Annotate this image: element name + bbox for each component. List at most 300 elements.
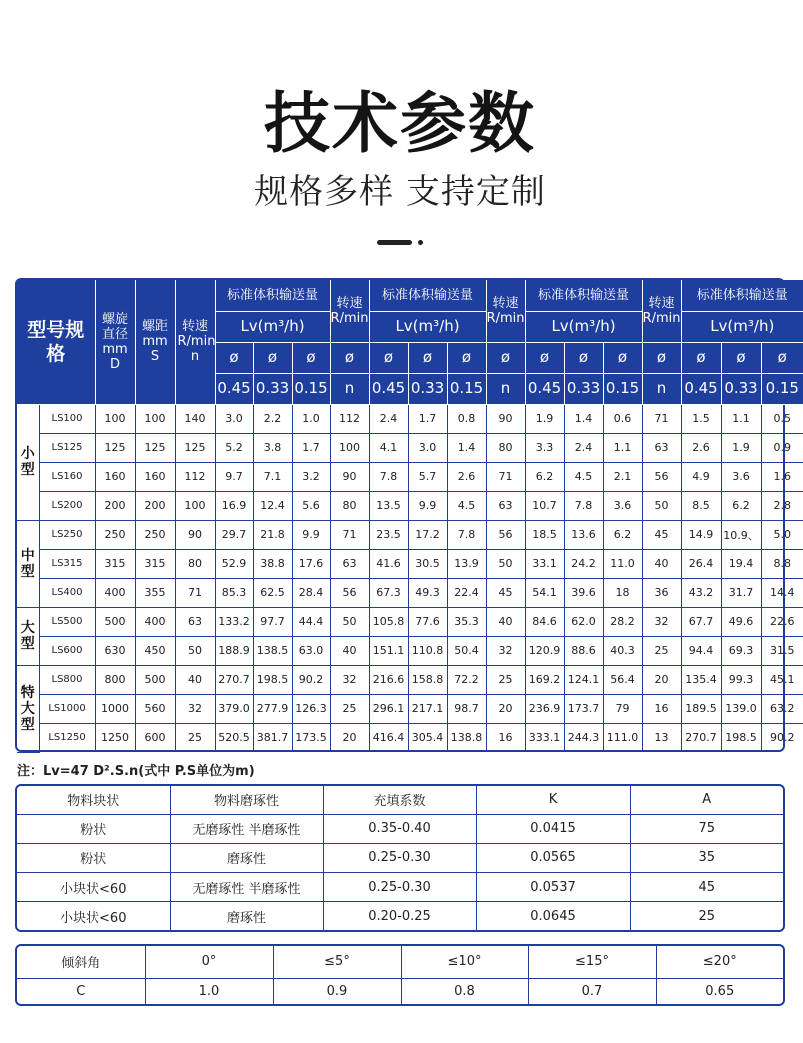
phi-header-cell: ø: [486, 342, 525, 373]
value-cell: 600: [135, 723, 175, 752]
value-cell: 1.5: [681, 404, 721, 433]
value-cell: 236.9: [525, 694, 564, 723]
value-cell: 84.6: [525, 607, 564, 636]
page-title: 技术参数: [264, 85, 536, 162]
value-cell: 500: [95, 607, 135, 636]
value-cell: 189.5: [681, 694, 721, 723]
inclination-cell: 0°: [145, 946, 273, 978]
table-row: [17, 491, 803, 520]
value-cell: 85.3: [215, 578, 253, 607]
value-cell: 50: [642, 491, 681, 520]
size-group-char: 型: [20, 716, 35, 733]
value-cell: 270.7: [681, 723, 721, 752]
size-group-char: 型: [20, 636, 35, 652]
size-group-label: [17, 520, 39, 607]
value-cell: 800: [95, 665, 135, 694]
material-cell: 磨琢性: [170, 843, 323, 872]
value-cell: 173.5: [292, 723, 330, 752]
value-cell: 10.7: [525, 491, 564, 520]
size-group-char: 大: [20, 620, 35, 636]
phi-header-cell: ø: [642, 342, 681, 373]
value-cell: 305.4: [408, 723, 447, 752]
value-cell: 22.6: [761, 607, 803, 636]
value-cell: 124.1: [564, 665, 603, 694]
model-cell: LS800: [39, 665, 95, 694]
value-cell: 32: [486, 636, 525, 665]
table-row: [17, 520, 803, 549]
value-cell: 43.2: [681, 578, 721, 607]
value-cell: 7.1: [253, 462, 292, 491]
value-cell: 1.9: [525, 404, 564, 433]
value-cell: 41.6: [369, 549, 408, 578]
value-cell: 160: [135, 462, 175, 491]
value-cell: 50.4: [447, 636, 486, 665]
value-cell: 67.7: [681, 607, 721, 636]
value-cell: 2.6: [681, 433, 721, 462]
lv-unit-header: Lv(m³/h): [525, 311, 642, 342]
phi-header-cell: ø: [215, 342, 253, 373]
material-cell: 0.0415: [476, 814, 630, 843]
value-cell: 3.6: [721, 462, 761, 491]
formula-note: 注：Lv=47 D².S.n(式中 P.S单位为m): [17, 764, 255, 779]
model-cell: LS200: [39, 491, 95, 520]
value-cell: 80: [175, 549, 215, 578]
value-cell: 17.2: [408, 520, 447, 549]
value-cell: 19.4: [721, 549, 761, 578]
value-cell: 20: [330, 723, 369, 752]
value-cell: 158.8: [408, 665, 447, 694]
value-cell: 32: [175, 694, 215, 723]
fill-coefficient-header: 0.15: [761, 373, 803, 404]
fill-coefficient-header: 0.33: [253, 373, 292, 404]
value-cell: 40: [175, 665, 215, 694]
value-cell: 63: [175, 607, 215, 636]
value-cell: 2.4: [369, 404, 408, 433]
model-spec-header: 型号规格: [17, 280, 95, 404]
value-cell: 400: [95, 578, 135, 607]
n-header-cell: n: [642, 373, 681, 404]
value-cell: 13.9: [447, 549, 486, 578]
lv-unit-header: Lv(m³/h): [215, 311, 330, 342]
value-cell: 32: [642, 607, 681, 636]
value-cell: 40: [642, 549, 681, 578]
volume-header-4: 标准体积输送量: [681, 280, 803, 311]
value-cell: 4.5: [447, 491, 486, 520]
value-cell: 63: [330, 549, 369, 578]
parameter-table-header: [17, 280, 803, 404]
model-cell: LS125: [39, 433, 95, 462]
value-cell: 416.4: [369, 723, 408, 752]
inclination-cell: 0.7: [528, 978, 656, 1004]
fill-coefficient-header: 0.15: [292, 373, 330, 404]
material-table-body: [17, 786, 783, 930]
value-cell: 1.1: [721, 404, 761, 433]
value-cell: 9.9: [292, 520, 330, 549]
fill-coefficient-header: 0.33: [564, 373, 603, 404]
value-cell: 45: [486, 578, 525, 607]
value-cell: 90: [330, 462, 369, 491]
value-cell: 80: [486, 433, 525, 462]
value-cell: 44.4: [292, 607, 330, 636]
value-cell: 40: [486, 607, 525, 636]
value-cell: 355: [135, 578, 175, 607]
material-cell: 磨琢性: [170, 902, 323, 930]
value-cell: 77.6: [408, 607, 447, 636]
value-cell: 10.9、: [721, 520, 761, 549]
divider-bar: [377, 240, 412, 245]
size-group-label: [17, 607, 39, 665]
value-cell: 125: [135, 433, 175, 462]
value-cell: 4.1: [369, 433, 408, 462]
size-group-char: 大: [20, 700, 35, 717]
value-cell: 139.0: [721, 694, 761, 723]
value-cell: 4.9: [681, 462, 721, 491]
value-cell: 7.8: [447, 520, 486, 549]
parameter-table-body: [17, 404, 803, 752]
material-table: [17, 786, 783, 930]
value-cell: 13.6: [564, 520, 603, 549]
value-cell: 5.7: [408, 462, 447, 491]
pitch-header: 螺距mm S: [135, 280, 175, 404]
material-cell: 无磨琢性 半磨琢性: [170, 873, 323, 902]
value-cell: 2.1: [603, 462, 642, 491]
value-cell: 39.6: [564, 578, 603, 607]
value-cell: 23.5: [369, 520, 408, 549]
model-cell: LS315: [39, 549, 95, 578]
size-group-label: [17, 665, 39, 752]
value-cell: 71: [642, 404, 681, 433]
table-row: [17, 814, 783, 843]
value-cell: 45: [642, 520, 681, 549]
value-cell: 100: [330, 433, 369, 462]
value-cell: 35.3: [447, 607, 486, 636]
value-cell: 216.6: [369, 665, 408, 694]
value-cell: 79: [603, 694, 642, 723]
value-cell: 244.3: [564, 723, 603, 752]
inclination-cell: ≤10°: [401, 946, 528, 978]
phi-header-cell: ø: [330, 342, 369, 373]
value-cell: 52.9: [215, 549, 253, 578]
parameter-table-container: [15, 278, 799, 752]
speed-label: 转速: [336, 295, 363, 311]
value-cell: 198.5: [253, 665, 292, 694]
material-cell: 35: [630, 843, 783, 872]
material-header-cell: A: [630, 786, 783, 814]
n-header-cell: n: [330, 373, 369, 404]
fill-coefficient-header: 0.33: [408, 373, 447, 404]
value-cell: 6.2: [721, 491, 761, 520]
value-cell: 67.3: [369, 578, 408, 607]
material-cell: 0.35-0.40: [323, 814, 476, 843]
value-cell: 0.6: [603, 404, 642, 433]
table-row: [17, 694, 803, 723]
value-cell: 2.8: [761, 491, 803, 520]
value-cell: 9.7: [215, 462, 253, 491]
model-cell: LS600: [39, 636, 95, 665]
inclination-table-body: [17, 946, 783, 1004]
value-cell: 140: [175, 404, 215, 433]
value-cell: 173.7: [564, 694, 603, 723]
value-cell: 0.5: [761, 404, 803, 433]
value-cell: 22.4: [447, 578, 486, 607]
value-cell: 2.2: [253, 404, 292, 433]
page-subtitle: 规格多样 支持定制: [254, 172, 546, 212]
value-cell: 97.7: [253, 607, 292, 636]
phi-header-cell: ø: [681, 342, 721, 373]
value-cell: 63: [486, 491, 525, 520]
value-cell: 270.7: [215, 665, 253, 694]
value-cell: 3.3: [525, 433, 564, 462]
value-cell: 100: [135, 404, 175, 433]
material-header-cell: 物料磨琢性: [170, 786, 323, 814]
value-cell: 50: [330, 607, 369, 636]
value-cell: 1.4: [447, 433, 486, 462]
value-cell: 7.8: [564, 491, 603, 520]
speed-label: 转速: [648, 295, 675, 311]
fill-coefficient-header: 0.45: [525, 373, 564, 404]
value-cell: 5.2: [215, 433, 253, 462]
parameter-table: [17, 280, 803, 753]
table-row: [17, 636, 803, 665]
phi-header-cell: ø: [564, 342, 603, 373]
value-cell: 11.0: [603, 549, 642, 578]
value-cell: 18: [603, 578, 642, 607]
inclination-cell: C: [17, 978, 145, 1004]
value-cell: 1250: [95, 723, 135, 752]
value-cell: 126.3: [292, 694, 330, 723]
material-cell: 0.0565: [476, 843, 630, 872]
value-cell: 80: [330, 491, 369, 520]
material-cell: 25: [630, 902, 783, 930]
material-cell: 0.0537: [476, 873, 630, 902]
value-cell: 560: [135, 694, 175, 723]
value-cell: 56: [642, 462, 681, 491]
table-row: [17, 723, 803, 752]
value-cell: 105.8: [369, 607, 408, 636]
inclination-cell: 1.0: [145, 978, 273, 1004]
value-cell: 16: [642, 694, 681, 723]
phi-header-cell: ø: [253, 342, 292, 373]
table-row: [17, 902, 783, 930]
phi-header-cell: ø: [292, 342, 330, 373]
value-cell: 20: [642, 665, 681, 694]
speed-header-4: [642, 280, 681, 342]
value-cell: 24.2: [564, 549, 603, 578]
value-cell: 8.5: [681, 491, 721, 520]
value-cell: 112: [330, 404, 369, 433]
inclination-cell: 0.65: [656, 978, 783, 1004]
value-cell: 379.0: [215, 694, 253, 723]
material-cell: 45: [630, 873, 783, 902]
table-row: [17, 607, 803, 636]
value-cell: 49.3: [408, 578, 447, 607]
inclination-cell: ≤5°: [273, 946, 401, 978]
table-row: [17, 433, 803, 462]
value-cell: 125: [175, 433, 215, 462]
fill-coefficient-header: 0.15: [447, 373, 486, 404]
value-cell: 50: [486, 549, 525, 578]
value-cell: 296.1: [369, 694, 408, 723]
rpm-unit-label: R/min: [330, 310, 369, 326]
value-cell: 188.9: [215, 636, 253, 665]
volume-header-3: 标准体积输送量: [525, 280, 642, 311]
value-cell: 112: [175, 462, 215, 491]
value-cell: 138.5: [253, 636, 292, 665]
value-cell: 6.2: [525, 462, 564, 491]
value-cell: 125: [95, 433, 135, 462]
fill-coefficient-header: 0.15: [603, 373, 642, 404]
value-cell: 120.9: [525, 636, 564, 665]
value-cell: 71: [175, 578, 215, 607]
value-cell: 100: [95, 404, 135, 433]
value-cell: 12.4: [253, 491, 292, 520]
rpm-unit-label: R/min: [642, 310, 681, 326]
material-header-cell: K: [476, 786, 630, 814]
value-cell: 333.1: [525, 723, 564, 752]
material-cell: 0.25-0.30: [323, 843, 476, 872]
value-cell: 0.9: [761, 433, 803, 462]
value-cell: 31.5: [761, 636, 803, 665]
value-cell: 17.6: [292, 549, 330, 578]
value-cell: 28.4: [292, 578, 330, 607]
value-cell: 88.6: [564, 636, 603, 665]
value-cell: 2.6: [447, 462, 486, 491]
value-cell: 30.5: [408, 549, 447, 578]
value-cell: 69.3: [721, 636, 761, 665]
value-cell: 1.7: [292, 433, 330, 462]
material-cell: 无磨琢性 半磨琢性: [170, 814, 323, 843]
inclination-cell: 0.8: [401, 978, 528, 1004]
volume-header-2: 标准体积输送量: [369, 280, 486, 311]
value-cell: 315: [135, 549, 175, 578]
value-cell: 1000: [95, 694, 135, 723]
volume-header-1: 标准体积输送量: [215, 280, 330, 311]
value-cell: 16: [486, 723, 525, 752]
value-cell: 18.5: [525, 520, 564, 549]
value-cell: 198.5: [721, 723, 761, 752]
table-row: [17, 462, 803, 491]
size-group-char: 特: [20, 684, 35, 701]
table-row: [17, 665, 803, 694]
material-cell: 粉状: [17, 843, 170, 872]
value-cell: 94.4: [681, 636, 721, 665]
size-group-char: 小: [20, 446, 35, 462]
value-cell: 21.8: [253, 520, 292, 549]
phi-header-cell: ø: [408, 342, 447, 373]
inclination-table-container: [15, 944, 785, 1006]
material-cell: 小块状<60: [17, 902, 170, 930]
size-group-label: [17, 404, 39, 520]
value-cell: 3.0: [408, 433, 447, 462]
value-cell: 25: [486, 665, 525, 694]
value-cell: 33.1: [525, 549, 564, 578]
phi-header-cell: ø: [525, 342, 564, 373]
table-row: [17, 873, 783, 902]
value-cell: 28.2: [603, 607, 642, 636]
material-cell: 粉状: [17, 814, 170, 843]
model-cell: LS500: [39, 607, 95, 636]
model-cell: LS1250: [39, 723, 95, 752]
material-cell: 小块状<60: [17, 873, 170, 902]
material-cell: 0.0645: [476, 902, 630, 930]
value-cell: 2.4: [564, 433, 603, 462]
value-cell: 3.0: [215, 404, 253, 433]
value-cell: 151.1: [369, 636, 408, 665]
value-cell: 50: [175, 636, 215, 665]
value-cell: 138.8: [447, 723, 486, 752]
value-cell: 40: [330, 636, 369, 665]
value-cell: 62.0: [564, 607, 603, 636]
value-cell: 90: [486, 404, 525, 433]
lv-unit-header: Lv(m³/h): [681, 311, 803, 342]
value-cell: 1.0: [292, 404, 330, 433]
value-cell: 160: [95, 462, 135, 491]
value-cell: 49.6: [721, 607, 761, 636]
value-cell: 4.5: [564, 462, 603, 491]
inclination-cell: 倾斜角: [17, 946, 145, 978]
value-cell: 32: [330, 665, 369, 694]
table-row: [17, 843, 783, 872]
speed-label: 转速: [492, 295, 519, 311]
value-cell: 40.3: [603, 636, 642, 665]
value-cell: 500: [135, 665, 175, 694]
value-cell: 110.8: [408, 636, 447, 665]
table-row: [17, 404, 803, 433]
phi-header-cell: ø: [603, 342, 642, 373]
value-cell: 98.7: [447, 694, 486, 723]
size-group-char: 型: [20, 462, 35, 478]
inclination-cell: 0.9: [273, 978, 401, 1004]
phi-header-cell: ø: [761, 342, 803, 373]
value-cell: 6.2: [603, 520, 642, 549]
value-cell: 9.9: [408, 491, 447, 520]
table-row: [17, 549, 803, 578]
value-cell: 63: [642, 433, 681, 462]
value-cell: 56: [486, 520, 525, 549]
table-row: [17, 578, 803, 607]
value-cell: 20: [486, 694, 525, 723]
value-cell: 200: [135, 491, 175, 520]
material-header-row: [17, 786, 783, 814]
model-cell: LS1000: [39, 694, 95, 723]
value-cell: 25: [330, 694, 369, 723]
diameter-header: 螺旋直径mm D: [95, 280, 135, 404]
n-header-cell: n: [486, 373, 525, 404]
value-cell: 38.8: [253, 549, 292, 578]
fill-coefficient-header: 0.45: [369, 373, 408, 404]
value-cell: 62.5: [253, 578, 292, 607]
model-cell: LS250: [39, 520, 95, 549]
value-cell: 1.4: [564, 404, 603, 433]
value-cell: 16.9: [215, 491, 253, 520]
value-cell: 63.0: [292, 636, 330, 665]
value-cell: 133.2: [215, 607, 253, 636]
value-cell: 450: [135, 636, 175, 665]
lv-unit-header: Lv(m³/h): [369, 311, 486, 342]
model-cell: LS400: [39, 578, 95, 607]
phi-header-cell: ø: [447, 342, 486, 373]
value-cell: 7.8: [369, 462, 408, 491]
value-cell: 520.5: [215, 723, 253, 752]
value-cell: 111.0: [603, 723, 642, 752]
value-cell: 13: [642, 723, 681, 752]
value-cell: 71: [330, 520, 369, 549]
value-cell: 56.4: [603, 665, 642, 694]
value-cell: 36: [642, 578, 681, 607]
value-cell: 26.4: [681, 549, 721, 578]
value-cell: 1.7: [408, 404, 447, 433]
value-cell: 1.1: [603, 433, 642, 462]
